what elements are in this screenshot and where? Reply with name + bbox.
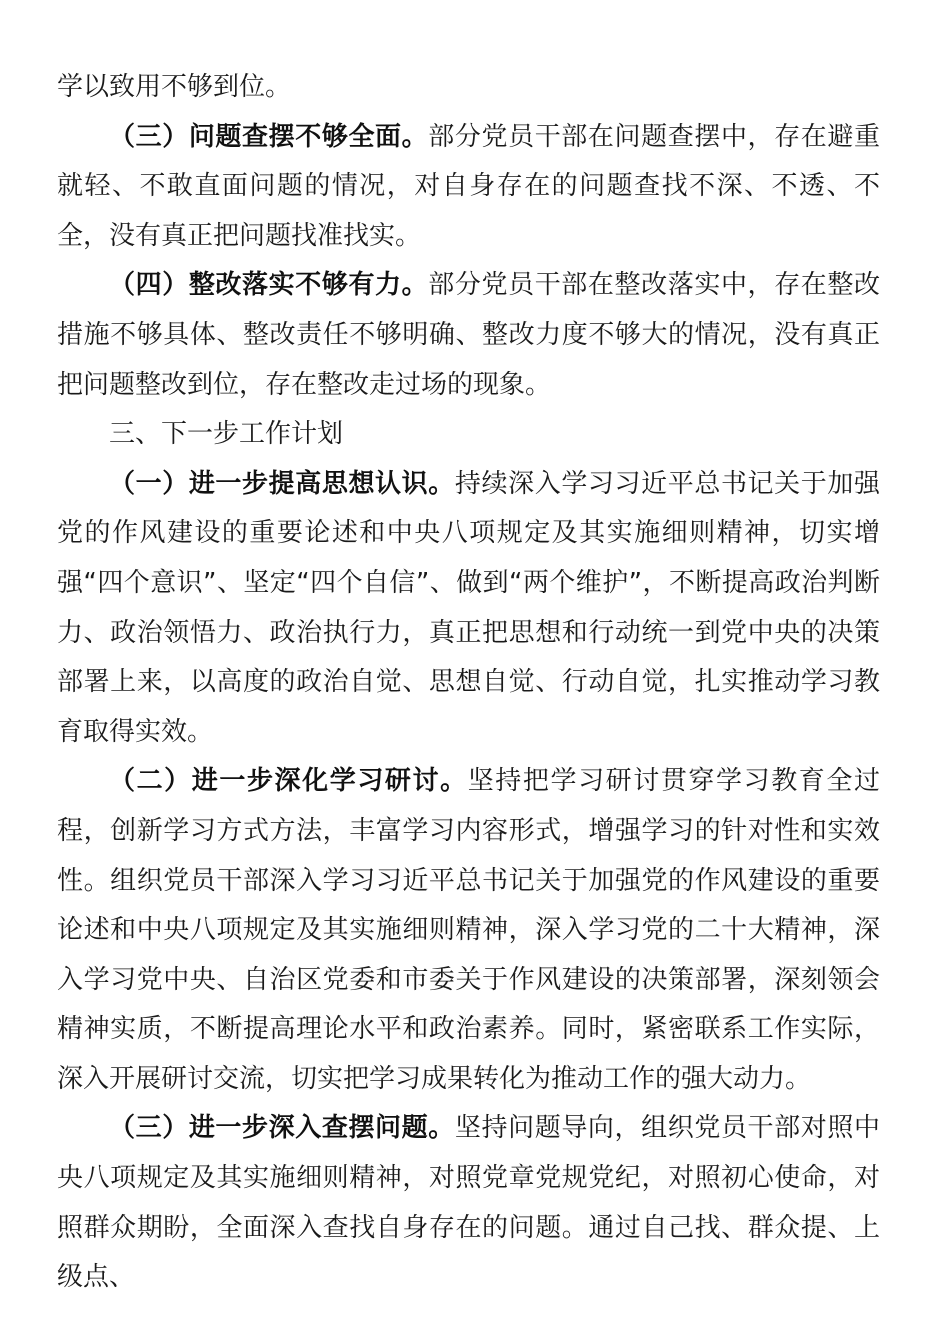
paragraph-text: 学以致用不够到位。 xyxy=(57,72,292,102)
section-heading xyxy=(57,410,880,460)
paragraph-heading: （二）进一步深化学习研讨。 xyxy=(109,766,468,797)
paragraph-heading: （三）进一步深入查摆问题。 xyxy=(109,1113,455,1144)
paragraph-plan-3 xyxy=(57,1104,880,1302)
paragraph-heading: （四）整改落实不够有力。 xyxy=(109,270,429,301)
paragraph-text: 坚持把学习研讨贯穿学习教育全过程，创新学习方式方法，丰富学习内容形式，增强学习的针对性和实效性。组织党员干部深入学习习近平总书记关于加强党的作风建设的重要论述和中央八项规定及其实施细则精神，深入学习党的二十大精神，深入学习党中央、自治区党委和市委关于作风建设的决策部署，深刻领会精神实质，不断提高理论水平和政治素养。同时，紧密联系工作实际，深入开展研讨交流，切实把学习成果转化为推动工作的强大动力。 xyxy=(57,766,880,1094)
paragraph-rectification xyxy=(57,261,880,410)
document-body xyxy=(57,63,880,1303)
paragraph-continuation xyxy=(57,63,880,113)
paragraph-text: 坚持问题导向，组织党员干部对照中央八项规定及其实施细则精神，对照党章党规党纪，对照初心使命，对照群众期盼，全面深入查找自身存在的问题。通过自己找、群众提、上级点、 xyxy=(57,1113,880,1293)
paragraph-plan-1 xyxy=(57,460,880,758)
paragraph-plan-2 xyxy=(57,757,880,1104)
paragraph-heading: （一）进一步提高思想认识。 xyxy=(109,468,455,499)
paragraph-heading: （三）问题查摆不够全面。 xyxy=(109,121,429,152)
paragraph-text: 持续深入学习习近平总书记关于加强党的作风建设的重要论述和中央八项规定及其实施细则精神，切实增强“四个意识”、坚定“四个自信”、做到“两个维护”，不断提高政治判断力、政治领悟力、政治执行力，真正把思想和行动统一到党中央的决策部署上来，以高度的政治自觉、思想自觉、行动自觉，扎实推动学习教育取得实效。 xyxy=(57,468,880,747)
section-heading-text: 三、下一步工作计划 xyxy=(109,419,344,450)
paragraph-problem-check xyxy=(57,113,880,262)
paragraph-text: 部分党员干部在整改落实中，存在整改措施不够具体、整改责任不够明确、整改力度不够大的情况，没有真正把问题整改到位，存在整改走过场的现象。 xyxy=(57,270,880,400)
paragraph-text: 部分党员干部在问题查摆中，存在避重就轻、不敢直面问题的情况，对自身存在的问题查找不深、不透、不全，没有真正把问题找准找实。 xyxy=(57,121,880,251)
